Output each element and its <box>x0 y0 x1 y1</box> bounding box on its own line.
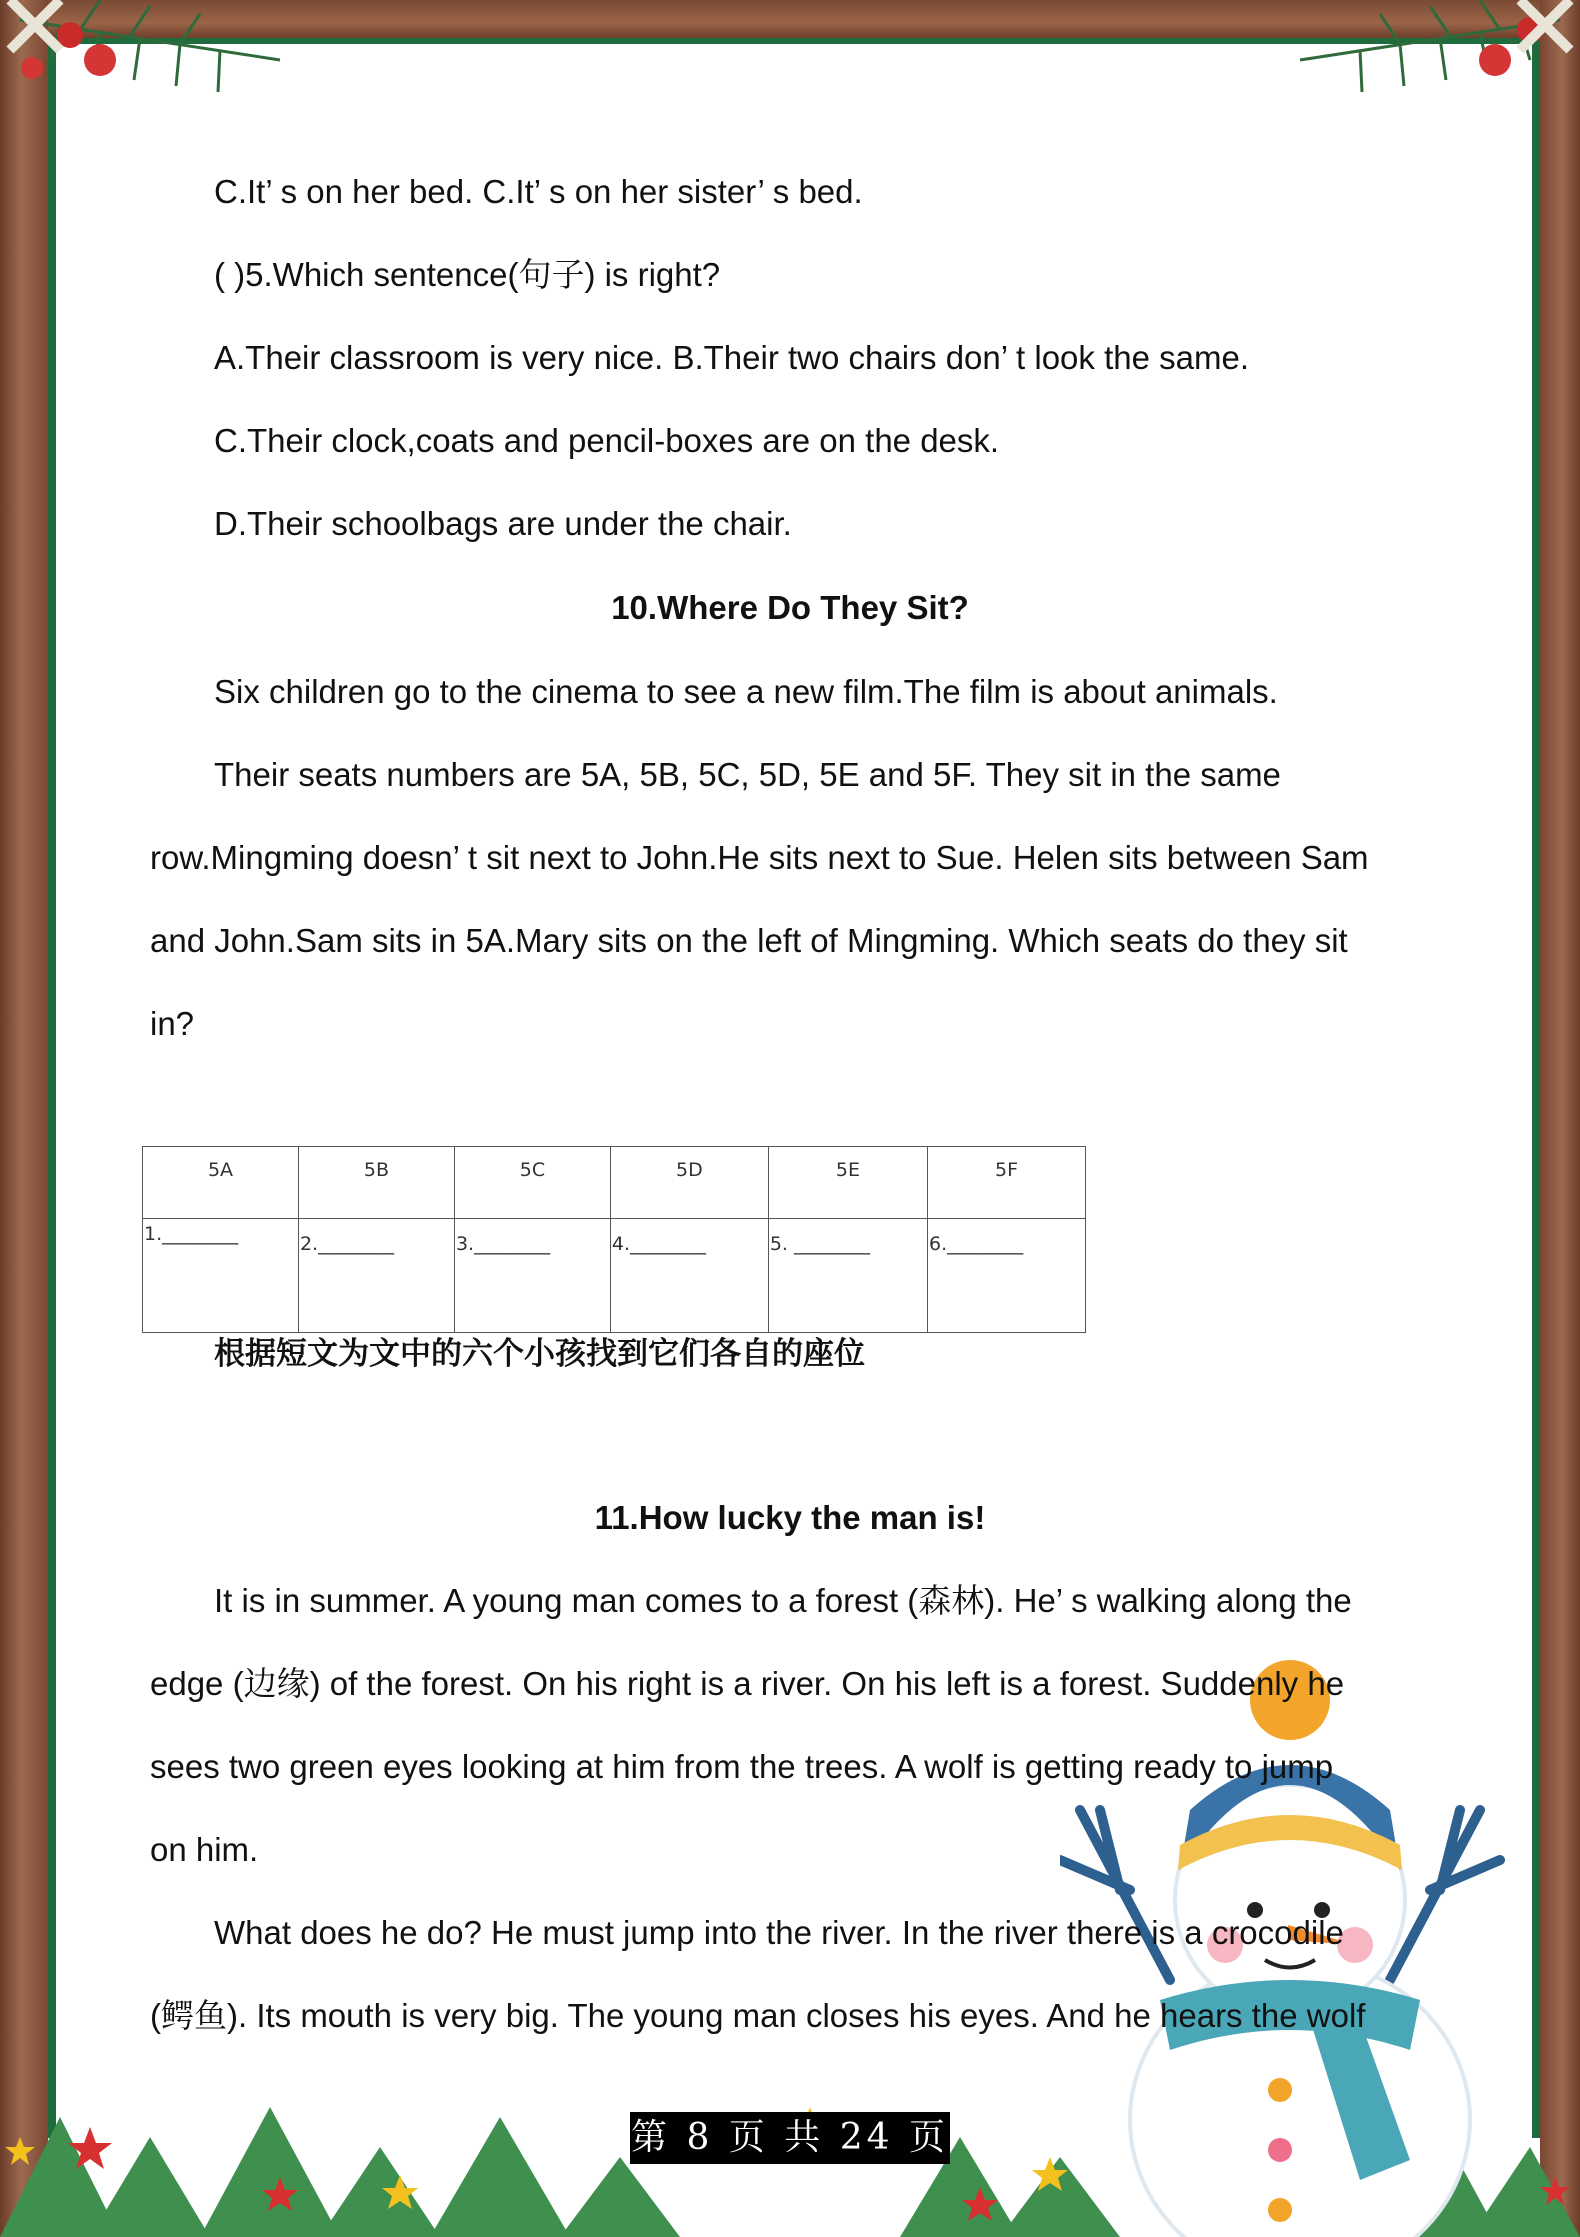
seat-answer-blank: 3.________ <box>454 1219 610 1333</box>
option-line: D.Their schoolbags are under the chair. <box>214 505 792 542</box>
paragraph-line: on him. <box>150 1831 259 1868</box>
seat-answer-blank: 5. ________ <box>768 1219 927 1333</box>
paragraph-line: edge (边缘) of the forest. On his right is a river. On his left is a forest. Suddenly he <box>150 1665 1345 1702</box>
page-number-label: 第 8 页 共 24 页 <box>630 2112 950 2164</box>
seat-header: 5A <box>143 1147 299 1219</box>
seat-table-header-row <box>143 1147 1086 1219</box>
paragraph-line: Their seats numbers are 5A, 5B, 5C, 5D, 5E and 5F. They sit in the same <box>214 756 1281 793</box>
paragraph-line: row.Mingming doesn’ t sit next to John.He sits next to Sue. Helen sits between Sam <box>150 839 1369 876</box>
paragraph-line: sees two green eyes looking at him from the trees. A wolf is getting ready to jump <box>150 1748 1334 1785</box>
seat-header: 5E <box>768 1147 927 1219</box>
instruction-note: 根据短文为文中的六个小孩找到它们各自的座位 <box>214 1336 865 1371</box>
option-line: A.Their classroom is very nice. B.Their two chairs don’ t look the same. <box>214 339 1249 376</box>
seat-header: 5F <box>928 1147 1086 1219</box>
paragraph-line: (鳄鱼). Its mouth is very big. The young man closes his eyes. And he hears the wolf <box>150 1997 1366 2034</box>
seat-answer-blank: 4.________ <box>610 1219 768 1333</box>
seat-table <box>142 1146 1086 1333</box>
seat-answer-blank: 6.________ <box>928 1219 1086 1333</box>
seat-answer-blank: 1.________ <box>143 1219 299 1333</box>
paragraph-line: in? <box>150 1005 195 1042</box>
question-5: ( )5.Which sentence(句子) is right? <box>214 256 721 293</box>
seat-header: 5B <box>298 1147 454 1219</box>
option-line: C.Their clock,coats and pencil-boxes are on the desk. <box>214 422 1000 459</box>
option-line: C.It’ s on her bed. C.It’ s on her sister’ s bed. <box>214 173 863 210</box>
paragraph-line: Six children go to the cinema to see a new film.The film is about animals. <box>214 673 1278 710</box>
section-title-10: 10.Where Do They Sit? <box>611 589 969 626</box>
seat-header: 5D <box>610 1147 768 1219</box>
paragraph-line: It is in summer. A young man comes to a forest (森林). He’ s walking along the <box>214 1582 1352 1619</box>
seat-header: 5C <box>454 1147 610 1219</box>
paragraph-line: and John.Sam sits in 5A.Mary sits on the left of Mingming. Which seats do they sit <box>150 922 1348 959</box>
paragraph-line: What does he do? He must jump into the river. In the river there is a crocodile <box>214 1914 1344 1951</box>
seat-answer-blank: 2.________ <box>298 1219 454 1333</box>
section-title-11: 11.How lucky the man is! <box>594 1499 986 1536</box>
seat-table-answer-row <box>143 1219 1086 1333</box>
